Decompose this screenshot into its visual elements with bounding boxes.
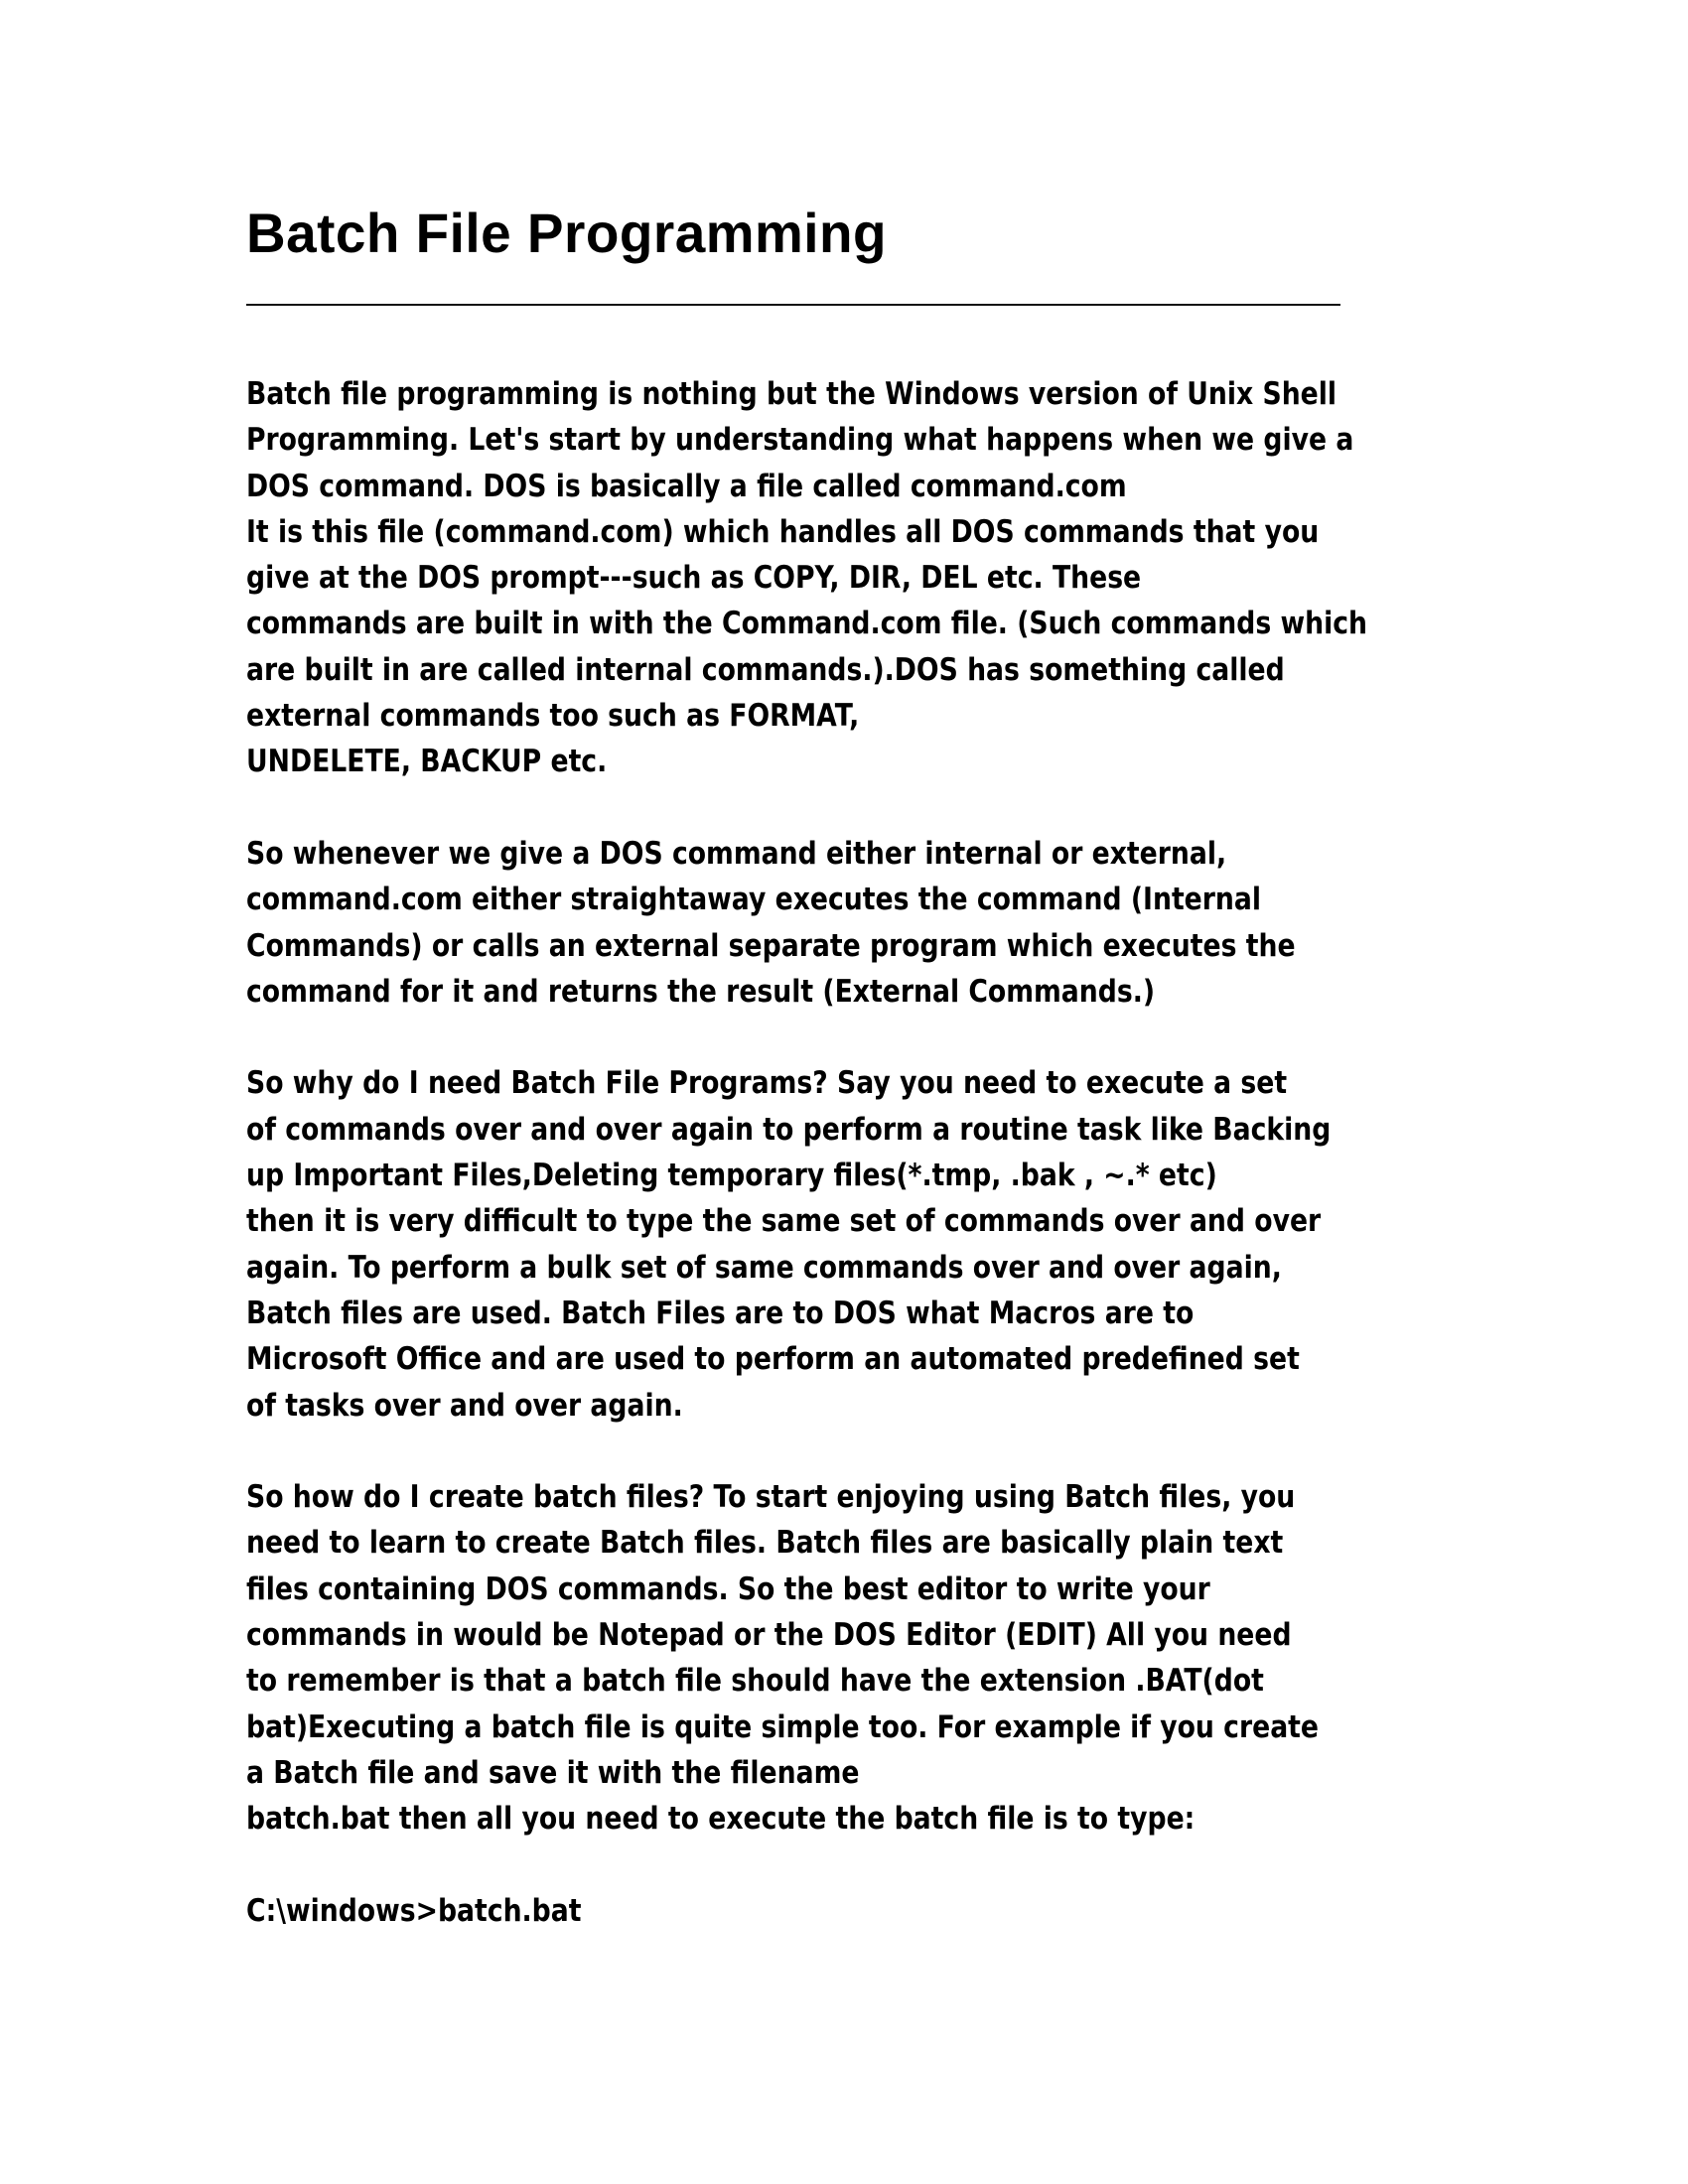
- text-line: So whenever we give a DOS command either internal or external,: [246, 835, 1227, 872]
- text-line: UNDELETE, BACKUP etc.: [246, 744, 608, 780]
- text-line: DOS command. DOS is basically a file called command.com: [246, 468, 1127, 504]
- paragraph-internal-external: [246, 831, 1477, 1015]
- text-line: a Batch file and save it with the filename: [246, 1754, 860, 1791]
- text-line: bat)Executing a batch file is quite simple too. For example if you create: [246, 1708, 1320, 1745]
- text-line: Commands) or calls an external separate program which executes the: [246, 927, 1296, 964]
- paragraph-intro: [246, 371, 1477, 785]
- text-line: external commands too such as FORMAT,: [246, 698, 860, 735]
- text-line: again. To perform a bulk set of same commands over and over again,: [246, 1249, 1282, 1286]
- text-line: to remember is that a batch file should have the extension .BAT(dot: [246, 1663, 1264, 1700]
- text-line: command for it and returns the result (External Commands.): [246, 973, 1156, 1010]
- text-line: commands are built in with the Command.com file. (Such commands which: [246, 606, 1368, 642]
- text-line: Programming. Let's start by understanding what happens when we give a: [246, 422, 1354, 459]
- text-line: of commands over and over again to perform a routine task like Backing: [246, 1111, 1332, 1148]
- text-line: commands in would be Notepad or the DOS Editor (EDIT) All you need: [246, 1617, 1292, 1654]
- text-line: It is this file (command.com) which handles all DOS commands that you: [246, 513, 1320, 550]
- paragraph-why-batch: [246, 1060, 1477, 1428]
- text-line: So how do I create batch files? To start enjoying using Batch files, you: [246, 1479, 1296, 1516]
- text-line: need to learn to create Batch files. Batch files are basically plain text: [246, 1525, 1284, 1562]
- text-line: up Important Files,Deleting temporary files(*.tmp, .bak , ~.* etc): [246, 1158, 1217, 1194]
- paragraph-how-create: [246, 1474, 1477, 1842]
- text-line: Batch file programming is nothing but the Windows version of Unix Shell: [246, 376, 1337, 412]
- text-line: are built in are called internal commands.).DOS has something called: [246, 651, 1285, 688]
- title-divider: [246, 304, 1340, 306]
- text-line: of tasks over and over again.: [246, 1387, 683, 1424]
- document-title: Batch File Programming: [246, 202, 888, 264]
- text-line: give at the DOS prompt---such as COPY, DIR, DEL etc. These: [246, 560, 1142, 597]
- command-example: C:\windows>batch.bat: [246, 1892, 582, 1929]
- text-line: files containing DOS commands. So the best editor to write your: [246, 1570, 1210, 1607]
- text-line: Microsoft Office and are used to perform an automated predefined set: [246, 1341, 1300, 1378]
- text-line: command.com either straightaway executes the command (Internal: [246, 882, 1262, 918]
- text-line: Batch files are used. Batch Files are to DOS what Macros are to: [246, 1295, 1195, 1331]
- text-line: batch.bat then all you need to execute the batch file is to type:: [246, 1801, 1196, 1838]
- text-line: So why do I need Batch File Programs? Say you need to execute a set: [246, 1065, 1288, 1102]
- text-line: then it is very difficult to type the same set of commands over and over: [246, 1203, 1322, 1240]
- document-body: [246, 371, 1477, 1934]
